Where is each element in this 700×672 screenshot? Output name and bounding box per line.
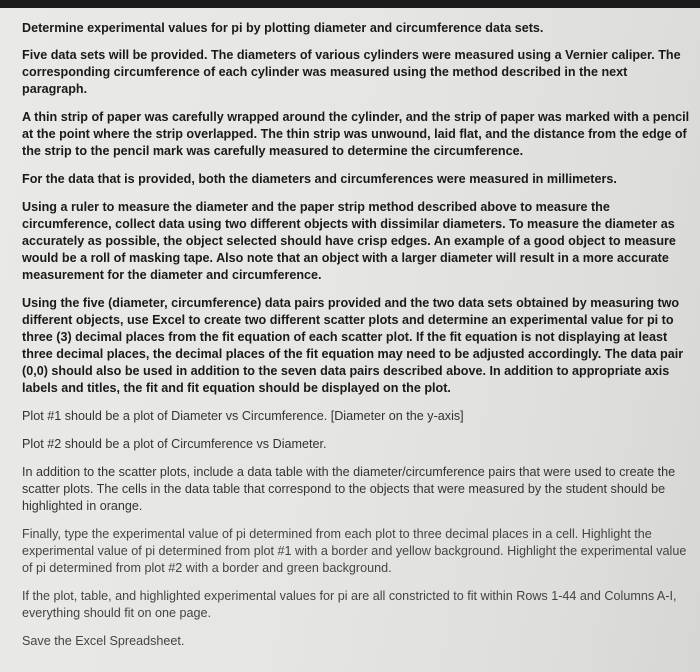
paragraph-plot-2: Plot #2 should be a plot of Circumference vs Diameter. (22, 437, 327, 451)
paragraph-paper-strip-method: A thin strip of paper was carefully wrapped around the cylinder, and the strip of paper was marked with a pencil at the point where the strip overlapped. The thin strip was unwound, laid flat, and the distance from the edge of the strip to the pencil mark was carefully measured to determine the circumference. (22, 110, 690, 158)
document-title: Determine experimental values for pi by plotting diameter and circumference data sets. (22, 21, 544, 35)
paragraph-data-table: In addition to the scatter plots, include a data table with the diameter/circumference pairs that were used to create the scatter plots. The cells in the data table that correspond to the objects that were measured by the student should be highlighted in orange. (22, 465, 676, 513)
paragraph-page-fit: If the plot, table, and highlighted experimental values for pi are all constricted to fit within Rows 1-44 and Columns A-I, everything should fit on one page. (22, 589, 677, 620)
paragraph-data-sets: Five data sets will be provided. The diameters of various cylinders were measured using a Vernier caliper. The corresponding circumference of each cylinder was measured using the method described in the next paragraph. (22, 48, 681, 96)
top-edge-bar (0, 0, 700, 8)
paragraph-highlight-pi: Finally, type the experimental value of pi determined from each plot to three decimal places in a cell. Highlight the experimental value of pi determined from plot #1 with a border and yellow background. Highlight the experimental value of pi determined from plot #2 with a border and green background. (22, 527, 687, 575)
paragraph-units: For the data that is provided, both the diameters and circumferences were measured in millimeters. (22, 172, 617, 186)
document-body (22, 20, 690, 661)
paragraph-save: Save the Excel Spreadsheet. (22, 634, 185, 648)
paragraph-plot-1: Plot #1 should be a plot of Diameter vs Circumference. [Diameter on the y-axis] (22, 409, 464, 423)
paragraph-collect-data: Using a ruler to measure the diameter and the paper strip method described above to measure the circumference, collect data using two different objects with dissimilar diameters. To measure the diameter as accurately as possible, the object selected should have crisp edges. An example of a good object to measure would be a roll of masking tape. Also note that an object with a larger diameter will result in a more accurate measurement for the diameter and circumference. (22, 200, 676, 282)
paragraph-scatter-plots: Using the five (diameter, circumference) data pairs provided and the two data sets obtained by measuring two different objects, use Excel to create two different scatter plots and determine an experimental value for pi to three (3) decimal places from the fit equation of each scatter plot. If the fit equation is not displaying at least three decimal places, the decimal places of the fit equation may need to be adjusted accordingly. The data pair (0,0) should also be used in addition to the seven data pairs described above. In addition to appropriate axis labels and titles, the fit and fit equation should be displayed on the plot. (22, 296, 684, 395)
